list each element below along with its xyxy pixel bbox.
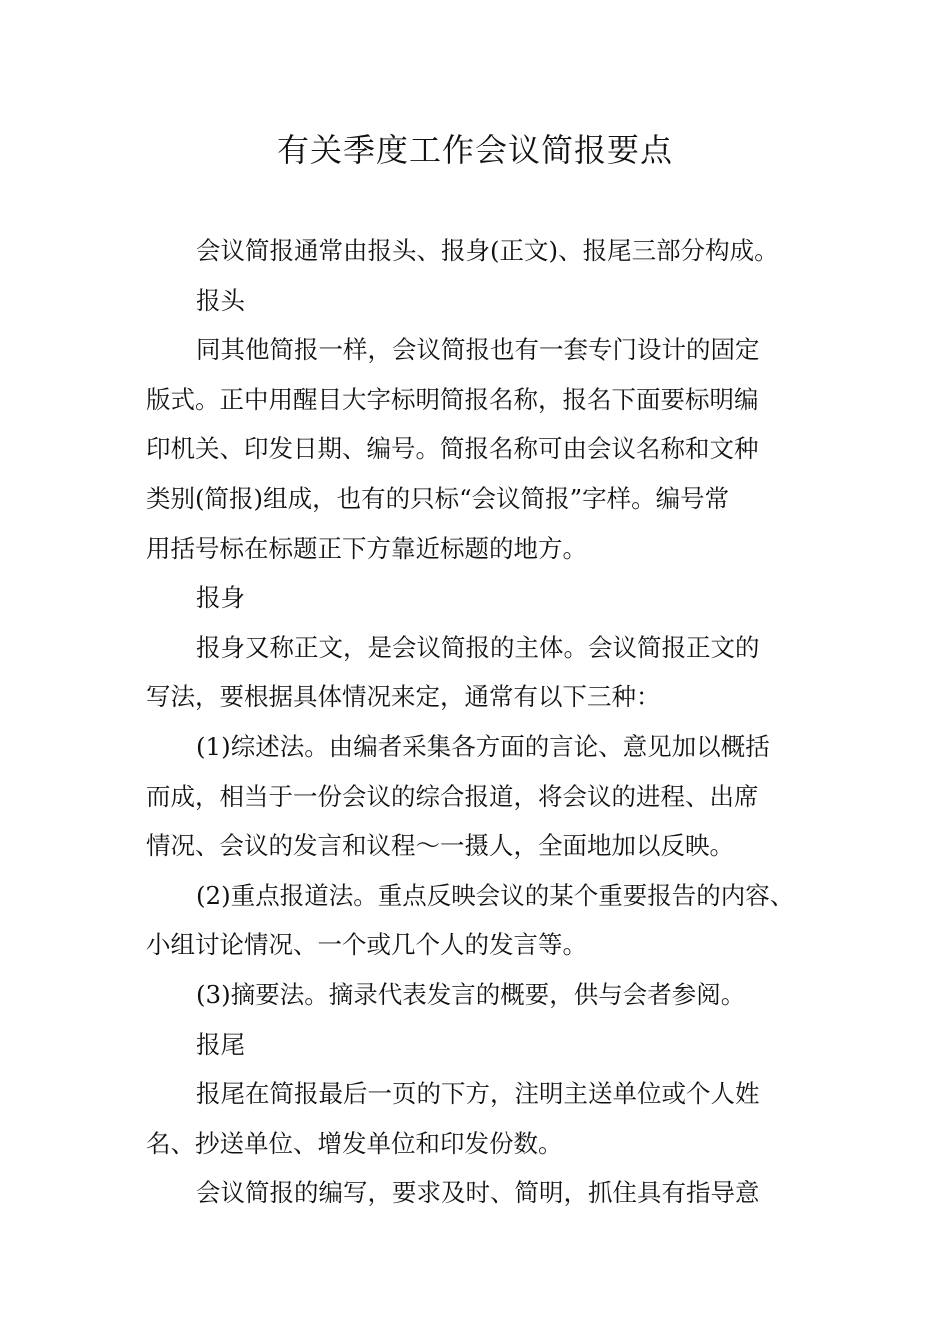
body-line: 用括号标在标题正下方靠近标题的地方。 [146, 533, 587, 563]
body-line: (3)摘要法。摘录代表发言的概要，供与会者参阅。 [196, 979, 746, 1009]
body-line: 写法，要根据具体情况来定，通常有以下三种： [146, 682, 661, 712]
body-line: 版式。正中用醒目大字标明简报名称，报名下面要标明编 [146, 384, 759, 414]
body-line: 同其他简报一样，会议简报也有一套专门设计的固定 [196, 335, 760, 365]
body-line: 小组讨论情况、一个或几个人的发言等。 [146, 930, 587, 960]
body-line: 名、抄送单位、增发单位和印发份数。 [146, 1128, 563, 1158]
body-line: 报身又称正文，是会议简报的主体。会议简报正文的 [196, 632, 760, 662]
body-line: 会议简报的编写，要求及时、简明，抓住具有指导意 [196, 1178, 760, 1208]
body-line: (1)综述法。由编者采集各方面的言论、意见加以概括 [196, 731, 770, 761]
body-line: 报尾在简报最后一页的下方，注明主送单位或个人姓 [196, 1079, 760, 1109]
body-line: 报尾 [196, 1029, 245, 1059]
body-line: 情况、会议的发言和议程～一摄人，全面地加以反映。 [146, 831, 734, 861]
body-line: 会议简报通常由报头、报身(正文)、报尾三部分构成。 [196, 236, 779, 265]
body-line: 而成，相当于一份会议的综合报道，将会议的进程、出席 [146, 781, 759, 811]
document-body [146, 226, 808, 1218]
body-line: (2)重点报道法。重点反映会议的某个重要报告的内容、 [196, 880, 795, 910]
body-line: 印机关、印发日期、编号。简报名称可由会议名称和文种 [146, 434, 759, 464]
body-line: 报身 [196, 583, 245, 613]
document-title: 有关季度工作会议简报要点 [276, 131, 673, 169]
body-line: 类别(简报)组成，也有的只标“会议简报”字样。编号常 [146, 483, 730, 513]
body-line: 报头 [196, 285, 245, 315]
